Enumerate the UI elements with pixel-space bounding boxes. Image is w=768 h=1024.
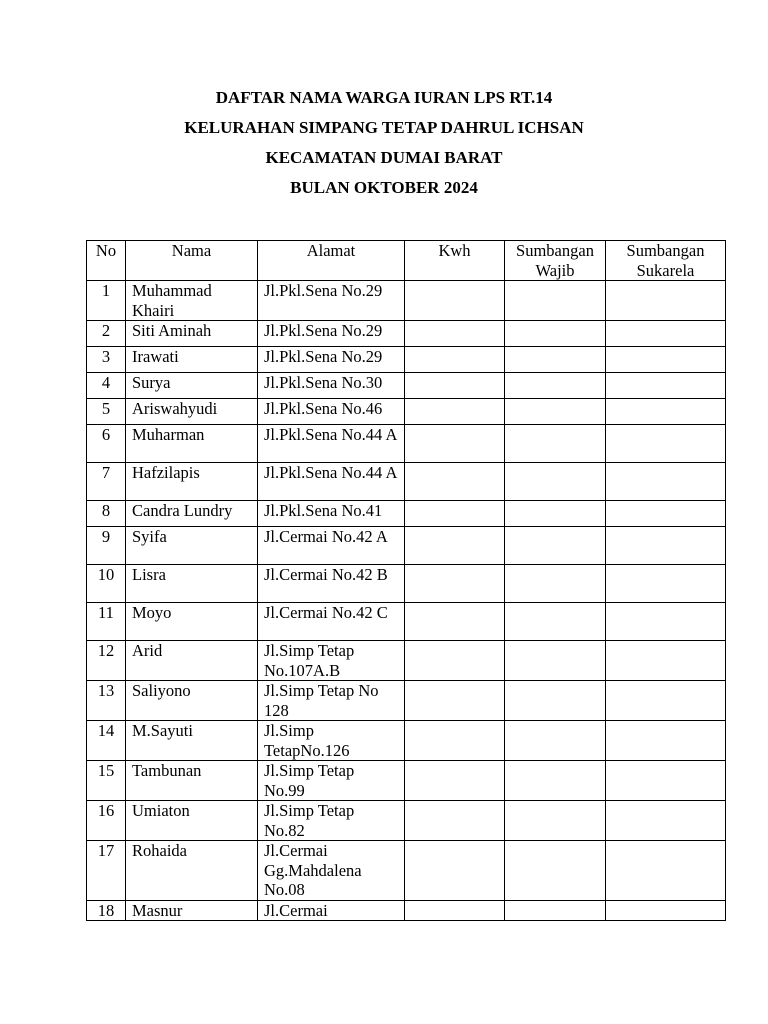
- table-cell-kwh: [405, 425, 505, 463]
- table-cell-nama: Umiaton: [126, 801, 258, 841]
- table-row: [87, 841, 726, 901]
- table-cell-nama: Surya: [126, 373, 258, 399]
- table-cell-kwh: [405, 399, 505, 425]
- table-cell-sumbangan-wajib: [505, 527, 606, 565]
- table-cell-sumbangan-wajib: [505, 373, 606, 399]
- table-cell-nama: Irawati: [126, 347, 258, 373]
- table-cell-sumbangan-sukarela: [606, 721, 726, 761]
- table-cell-sumbangan-wajib: [505, 281, 606, 321]
- table-row: [87, 565, 726, 603]
- document-subtitle-month: BULAN OKTOBER 2024: [290, 178, 478, 197]
- table-cell-nama: Syifa: [126, 527, 258, 565]
- table-cell-alamat: Jl.Simp Tetap No.82: [258, 801, 405, 841]
- table-cell-no: 12: [87, 641, 126, 681]
- table-cell-sumbangan-wajib: [505, 565, 606, 603]
- table-cell-sumbangan-sukarela: [606, 761, 726, 801]
- table-cell-sumbangan-wajib: [505, 321, 606, 347]
- table-cell-kwh: [405, 900, 505, 921]
- table-cell-no: 13: [87, 681, 126, 721]
- table-cell-kwh: [405, 347, 505, 373]
- table-cell-nama: Masnur: [126, 900, 258, 921]
- table-cell-sumbangan-sukarela: [606, 801, 726, 841]
- table-cell-alamat: Jl.Cermai Gg.Mahdalena No.08: [258, 841, 405, 901]
- table-row: [87, 321, 726, 347]
- table-row: [87, 281, 726, 321]
- table-cell-sumbangan-wajib: [505, 463, 606, 501]
- table-cell-sumbangan-sukarela: [606, 321, 726, 347]
- table-cell-sumbangan-wajib: [505, 425, 606, 463]
- table-cell-alamat: Jl.Simp Tetap No.99: [258, 761, 405, 801]
- column-header-alamat: Alamat: [258, 241, 405, 281]
- table-cell-nama: Lisra: [126, 565, 258, 603]
- table-cell-no: 11: [87, 603, 126, 641]
- table-cell-alamat: Jl.Pkl.Sena No.41: [258, 501, 405, 527]
- table-row: [87, 603, 726, 641]
- table-cell-sumbangan-sukarela: [606, 527, 726, 565]
- table-cell-alamat: Jl.Pkl.Sena No.29: [258, 281, 405, 321]
- table-cell-kwh: [405, 501, 505, 527]
- table-cell-no: 9: [87, 527, 126, 565]
- table-cell-kwh: [405, 641, 505, 681]
- table-cell-alamat: Jl.Simp Tetap No 128: [258, 681, 405, 721]
- table-cell-sumbangan-sukarela: [606, 681, 726, 721]
- table-row: [87, 641, 726, 681]
- table-row: [87, 501, 726, 527]
- table-row: [87, 761, 726, 801]
- table-cell-no: 14: [87, 721, 126, 761]
- table-cell-sumbangan-wajib: [505, 347, 606, 373]
- table-cell-sumbangan-sukarela: [606, 841, 726, 901]
- table-cell-alamat: Jl.Pkl.Sena No.29: [258, 347, 405, 373]
- table-row: [87, 721, 726, 761]
- column-header-no: No: [87, 241, 126, 281]
- table-row: [87, 527, 726, 565]
- table-cell-no: 5: [87, 399, 126, 425]
- table-cell-sumbangan-sukarela: [606, 373, 726, 399]
- table-cell-nama: Siti Aminah: [126, 321, 258, 347]
- table-cell-alamat: Jl.Cermai: [258, 900, 405, 921]
- table-cell-alamat: Jl.Pkl.Sena No.46: [258, 399, 405, 425]
- table-cell-alamat: Jl.Pkl.Sena No.29: [258, 321, 405, 347]
- table-cell-no: 2: [87, 321, 126, 347]
- document-title: DAFTAR NAMA WARGA IURAN LPS RT.14: [215, 88, 553, 107]
- table-cell-no: 3: [87, 347, 126, 373]
- table-header-row: [87, 241, 726, 281]
- table-cell-sumbangan-sukarela: [606, 399, 726, 425]
- table-cell-kwh: [405, 801, 505, 841]
- table-cell-nama: Hafzilapis: [126, 463, 258, 501]
- table-row: [87, 373, 726, 399]
- table-cell-sumbangan-wajib: [505, 399, 606, 425]
- table-cell-no: 7: [87, 463, 126, 501]
- table-body: [87, 281, 726, 921]
- table-cell-alamat: Jl.Cermai No.42 C: [258, 603, 405, 641]
- table-cell-kwh: [405, 281, 505, 321]
- table-cell-no: 1: [87, 281, 126, 321]
- table-cell-kwh: [405, 321, 505, 347]
- table-cell-sumbangan-sukarela: [606, 501, 726, 527]
- table-cell-sumbangan-sukarela: [606, 565, 726, 603]
- document-subtitle-kelurahan: KELURAHAN SIMPANG TETAP DAHRUL ICHSAN: [184, 118, 584, 137]
- document-title-block: [0, 86, 768, 206]
- table-cell-no: 17: [87, 841, 126, 901]
- table-row: [87, 463, 726, 501]
- table-cell-kwh: [405, 565, 505, 603]
- table-cell-no: 18: [87, 900, 126, 921]
- table-cell-no: 4: [87, 373, 126, 399]
- document-subtitle-kecamatan: KECAMATAN DUMAI BARAT: [265, 148, 503, 167]
- table-cell-sumbangan-wajib: [505, 761, 606, 801]
- table-row: [87, 900, 726, 921]
- table-cell-kwh: [405, 373, 505, 399]
- table-cell-alamat: Jl.Simp TetapNo.126: [258, 721, 405, 761]
- column-header-sumbangan-wajib: Sumbangan Wajib: [505, 241, 606, 281]
- table-row: [87, 425, 726, 463]
- table-cell-nama: Muharman: [126, 425, 258, 463]
- table-cell-sumbangan-wajib: [505, 841, 606, 901]
- table-cell-kwh: [405, 527, 505, 565]
- table-cell-no: 6: [87, 425, 126, 463]
- table-cell-sumbangan-sukarela: [606, 603, 726, 641]
- table-cell-sumbangan-sukarela: [606, 641, 726, 681]
- table-cell-kwh: [405, 841, 505, 901]
- table-cell-sumbangan-sukarela: [606, 463, 726, 501]
- table-cell-no: 8: [87, 501, 126, 527]
- table-cell-sumbangan-wajib: [505, 501, 606, 527]
- table-cell-no: 16: [87, 801, 126, 841]
- table-cell-sumbangan-sukarela: [606, 900, 726, 921]
- table-cell-sumbangan-wajib: [505, 641, 606, 681]
- table-cell-kwh: [405, 721, 505, 761]
- table-row: [87, 399, 726, 425]
- table-cell-nama: Muhammad Khairi: [126, 281, 258, 321]
- table-cell-kwh: [405, 681, 505, 721]
- table-cell-sumbangan-sukarela: [606, 425, 726, 463]
- table-cell-alamat: Jl.Pkl.Sena No.30: [258, 373, 405, 399]
- table-cell-alamat: Jl.Pkl.Sena No.44 A: [258, 463, 405, 501]
- table-cell-kwh: [405, 603, 505, 641]
- table-cell-sumbangan-wajib: [505, 721, 606, 761]
- table-cell-nama: Saliyono: [126, 681, 258, 721]
- table-cell-alamat: Jl.Cermai No.42 B: [258, 565, 405, 603]
- table-cell-nama: Tambunan: [126, 761, 258, 801]
- table-cell-nama: Rohaida: [126, 841, 258, 901]
- table-cell-sumbangan-sukarela: [606, 347, 726, 373]
- column-header-nama: Nama: [126, 241, 258, 281]
- resident-dues-table: [86, 240, 726, 921]
- table-cell-kwh: [405, 761, 505, 801]
- column-header-sumbangan-sukarela: Sumbangan Sukarela: [606, 241, 726, 281]
- table-cell-sumbangan-wajib: [505, 681, 606, 721]
- table-cell-no: 15: [87, 761, 126, 801]
- table-row: [87, 347, 726, 373]
- table-cell-sumbangan-wajib: [505, 603, 606, 641]
- column-header-kwh: Kwh: [405, 241, 505, 281]
- table-cell-no: 10: [87, 565, 126, 603]
- table-cell-nama: Ariswahyudi: [126, 399, 258, 425]
- table-cell-nama: Arid: [126, 641, 258, 681]
- table-cell-sumbangan-wajib: [505, 900, 606, 921]
- table-cell-nama: Moyo: [126, 603, 258, 641]
- table-cell-alamat: Jl.Simp Tetap No.107A.B: [258, 641, 405, 681]
- table-cell-kwh: [405, 463, 505, 501]
- table-cell-nama: M.Sayuti: [126, 721, 258, 761]
- table-cell-sumbangan-sukarela: [606, 281, 726, 321]
- table-cell-alamat: Jl.Pkl.Sena No.44 A: [258, 425, 405, 463]
- table-row: [87, 681, 726, 721]
- table-row: [87, 801, 726, 841]
- table-cell-alamat: Jl.Cermai No.42 A: [258, 527, 405, 565]
- table-cell-nama: Candra Lundry: [126, 501, 258, 527]
- table-cell-sumbangan-wajib: [505, 801, 606, 841]
